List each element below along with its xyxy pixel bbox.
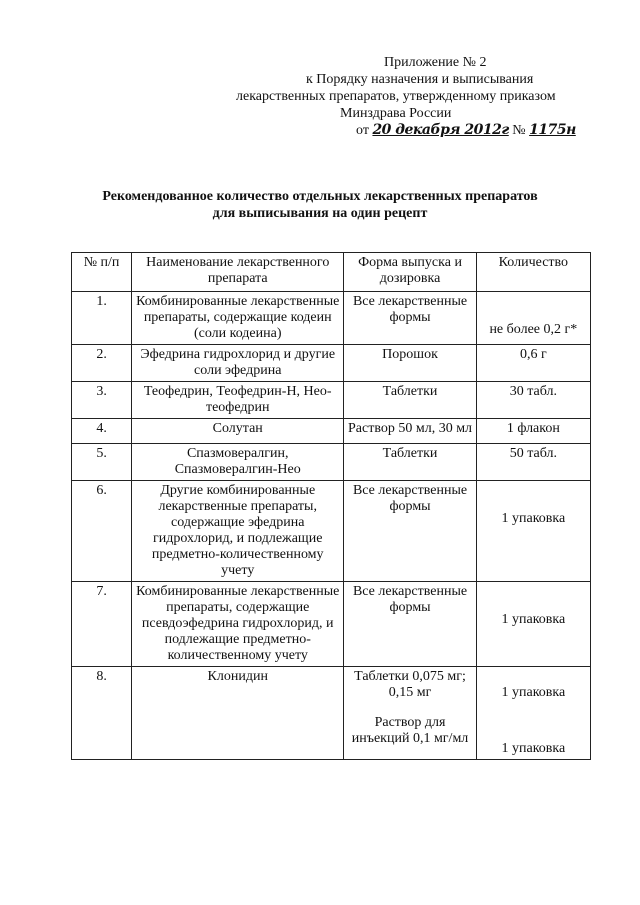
- header-name: Наименование лекарственного препарата: [132, 253, 344, 292]
- row-quantity: не более 0,2 г*: [476, 292, 590, 345]
- row-form: [344, 667, 476, 760]
- row-form: Таблетки: [344, 444, 476, 481]
- row-quantity: 1 упаковка: [476, 481, 590, 582]
- header-form: Форма выпуска и дозировка: [344, 253, 476, 292]
- row-drug-name: Комбинированные лекарственные препараты, содержащие кодеин (соли кодеина): [132, 292, 344, 345]
- date-prefix: от: [356, 123, 369, 138]
- table-row: [72, 582, 591, 667]
- row-form: Раствор 50 мл, 30 мл: [344, 419, 476, 444]
- table-row: [72, 667, 591, 760]
- row-quantity: [476, 667, 590, 760]
- row-drug-name: Комбинированные лекарственные препараты, содержащие псевдоэфедрина гидрохлорид, и подлежащие предметно-количественному учету: [132, 582, 344, 667]
- row-drug-name: Клонидин: [132, 667, 344, 760]
- row-form-solution: Раствор для инъекций 0,1 мг/мл: [351, 715, 469, 746]
- row-form: Все лекарственные формы: [344, 582, 476, 667]
- table-row: [72, 481, 591, 582]
- row-drug-name: Другие комбинированные лекарственные препараты, содержащие эфедрина гидрохлорид, и подлежащие предметно-количественному учету: [132, 481, 344, 582]
- appendix-line-drugs: лекарственных препаратов, утвержденному приказом: [236, 89, 556, 104]
- appendix-date-line: [236, 122, 616, 139]
- row-quantity-tablets: 1 упаковка: [501, 685, 566, 700]
- row-number: 5.: [72, 444, 132, 481]
- row-drug-name: Солутан: [132, 419, 344, 444]
- row-quantity: 30 табл.: [476, 382, 590, 419]
- row-number: 1.: [72, 292, 132, 345]
- row-form: Таблетки: [344, 382, 476, 419]
- row-quantity: 1 упаковка: [476, 582, 590, 667]
- row-number: 4.: [72, 419, 132, 444]
- number-prefix: №: [512, 123, 526, 138]
- row-drug-name: Эфедрина гидрохлорид и другие соли эфедрина: [132, 345, 344, 382]
- handwritten-number: 1175н: [529, 122, 576, 138]
- row-number: 6.: [72, 481, 132, 582]
- table-row: [72, 444, 591, 481]
- row-number: 8.: [72, 667, 132, 760]
- row-quantity: 0,6 г: [476, 345, 590, 382]
- header-quantity: Количество: [476, 253, 590, 292]
- header-number: № п/п: [72, 253, 132, 292]
- row-quantity: 1 флакон: [476, 419, 590, 444]
- row-quantity: 50 табл.: [476, 444, 590, 481]
- row-drug-name: Спазмовералгин, Спазмовералгин-Нео: [132, 444, 344, 481]
- appendix-block: [236, 54, 616, 139]
- row-drug-name: Теофедрин, Теофедрин-Н, Нео-теофедрин: [132, 382, 344, 419]
- row-form: Порошок: [344, 345, 476, 382]
- row-quantity-solution: 1 упаковка: [501, 741, 566, 756]
- row-number: 3.: [72, 382, 132, 419]
- appendix-title: Приложение № 2: [384, 55, 487, 70]
- drug-table: [71, 252, 591, 760]
- table-row: [72, 382, 591, 419]
- table-row: [72, 292, 591, 345]
- row-number: 7.: [72, 582, 132, 667]
- heading-line-1: Рекомендованное количество отдельных лекарственных препаратов: [102, 189, 538, 204]
- appendix-line-order: к Порядку назначения и выписывания: [306, 72, 534, 87]
- handwritten-date: 20 декабря 2012г: [372, 122, 509, 138]
- heading-line-2: для выписывания на один рецепт: [212, 206, 428, 221]
- appendix-line-ministry: Минздрава России: [340, 106, 452, 121]
- table-header-row: [72, 253, 591, 292]
- row-form: Все лекарственные формы: [344, 292, 476, 345]
- row-form-tablets: Таблетки 0,075 мг; 0,15 мг: [354, 669, 466, 700]
- table-row: [72, 345, 591, 382]
- row-form: Все лекарственные формы: [344, 481, 476, 582]
- row-number: 2.: [72, 345, 132, 382]
- table-row: [72, 419, 591, 444]
- document-heading: [60, 188, 580, 222]
